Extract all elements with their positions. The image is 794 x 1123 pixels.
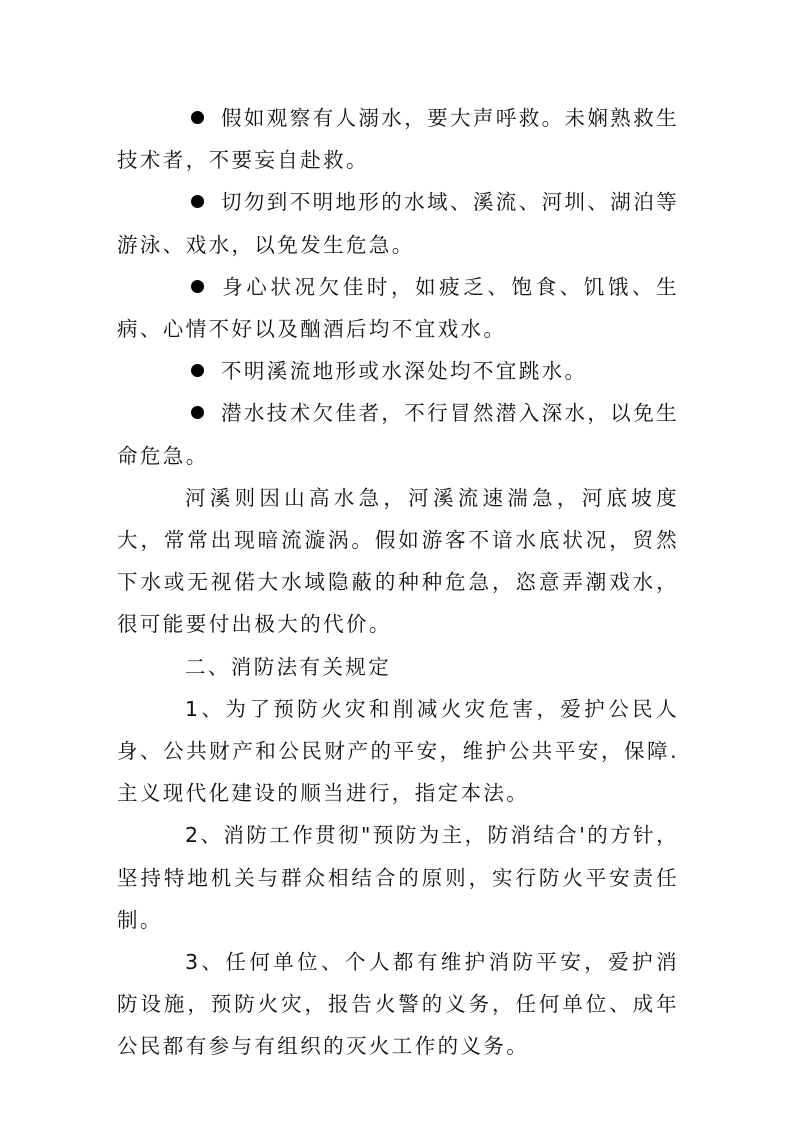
bullet-dot-icon <box>191 364 204 377</box>
numbered-paragraph-1: 1、为了预防火灾和削减火灾危害，爱护公民人身、公共财产和公民财产的平安，维护公共平安，保障.主义现代化建设的顺当进行，指定本法。 <box>117 696 679 806</box>
bullet-dot-icon <box>191 280 204 293</box>
bullet-paragraph-4 <box>117 350 679 392</box>
paragraph-text: 切勿到不明地形的水域、溪流、河圳、湖泊等游泳、戏水，以免发生危急。 <box>117 190 679 257</box>
paragraph-text: 不明溪流地形或水深处均不宜跳水。 <box>221 359 588 384</box>
body-paragraph-river: 河溪则因山高水急，河溪流速湍急，河底坡度大，常常出现暗流漩涡。假如游客不谙水底状况，贸然下水或无视偌大水域隐蔽的种种危急，恣意弄潮戏水，很可能要付出极大的代价。 <box>117 485 679 637</box>
numbered-paragraph-3: 3、任何单位、个人都有维护消防平安，爱护消防设施，预防火灾，报告火警的义务，任何单位、成年公民都有参与有组织的灭火工作的义务。 <box>117 950 679 1059</box>
bullet-paragraph-5 <box>117 392 679 476</box>
paragraph-text: 身心状况欠佳时，如疲乏、饱食、饥饿、生病、心情不好以及酗酒后均不宜戏水。 <box>117 274 679 342</box>
bullet-dot-icon <box>191 195 204 208</box>
bullet-dot-icon <box>191 406 204 419</box>
numbered-paragraph-2: 2、消防工作贯彻"预防为主，防消结合'的方针，坚持特地机关与群众相结合的原则，实行防火平安责任制。 <box>117 823 679 932</box>
document-body <box>117 97 679 1068</box>
paragraph-text: 潜水技术欠佳者，不行冒然潜入深水，以免生命危急。 <box>117 401 679 468</box>
paragraph-text: 假如观察有人溺水，要大声呼救。未娴熟救生技术者，不要妄自赴救。 <box>117 106 679 173</box>
bullet-paragraph-3 <box>117 266 679 350</box>
section-heading: 二、消防法有关规定 <box>185 654 392 679</box>
bullet-dot-icon <box>191 111 204 124</box>
bullet-paragraph-2 <box>117 181 679 265</box>
bullet-paragraph-1 <box>117 97 679 181</box>
